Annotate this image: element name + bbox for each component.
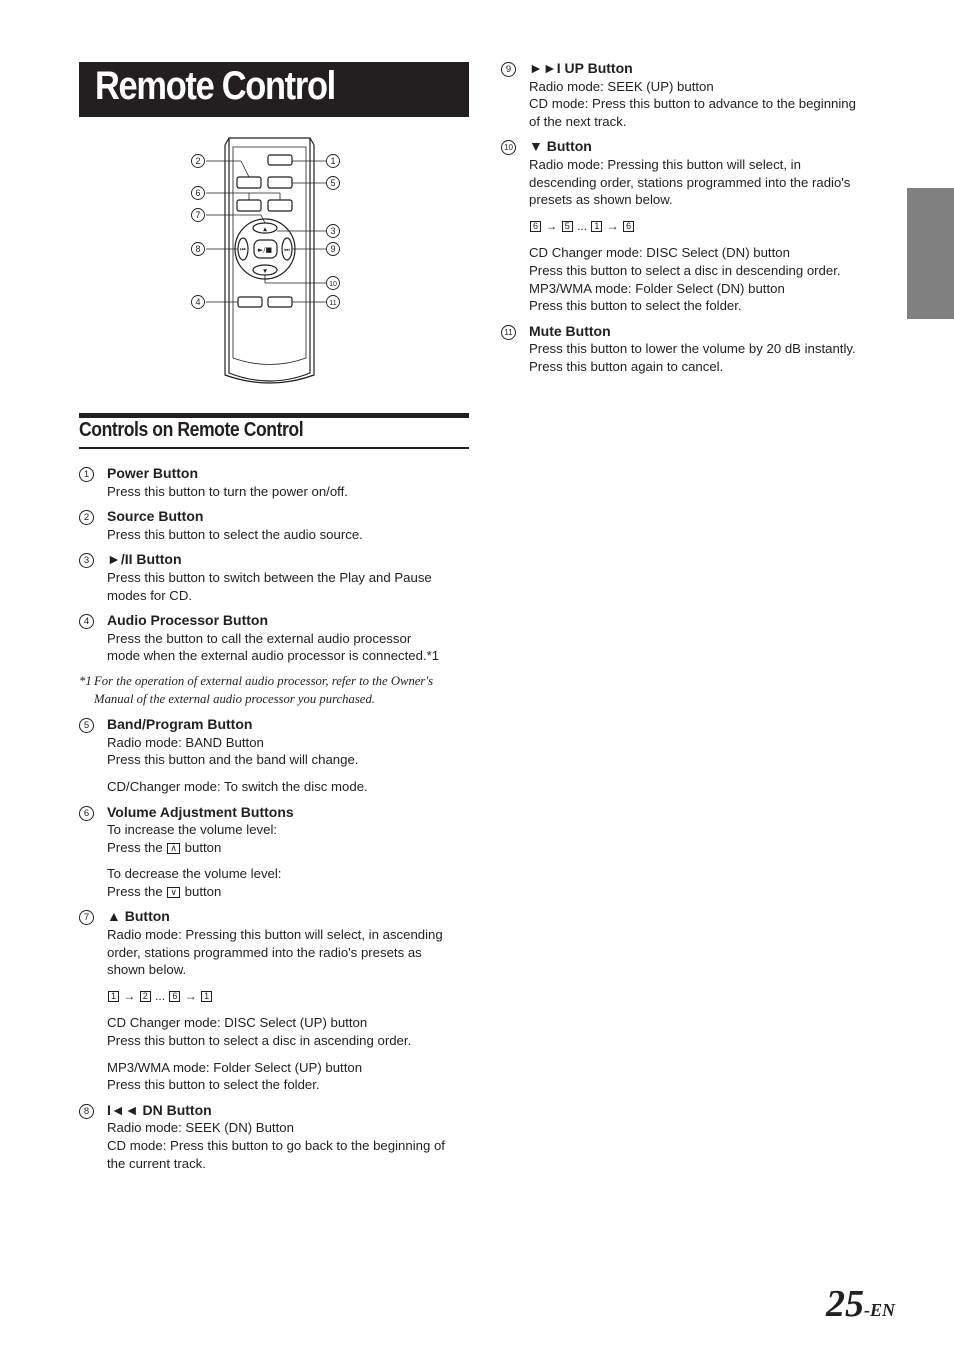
up-glyph: ▲ [263, 226, 267, 233]
footnote-text: Manual of the external audio processor you purchased. [94, 691, 375, 706]
remote-face [233, 147, 306, 365]
volume-up-key: ∧ [167, 843, 180, 854]
item-title: Mute Button [529, 322, 611, 339]
callout-9: 9 [330, 244, 336, 254]
item-title: I◄◄ DN Button [107, 1101, 212, 1118]
item-number: 11 [501, 325, 516, 340]
item-number: 5 [79, 718, 94, 733]
callout-11: 11 [329, 300, 337, 307]
callout-1: 1 [330, 156, 336, 166]
item-text: order, stations programmed into the radio's presets as [107, 944, 422, 960]
section-rule-bottom [79, 447, 469, 449]
section-title: Controls on Remote Control [79, 419, 304, 441]
item-number: 4 [79, 614, 94, 629]
item-title: Audio Processor Button [107, 612, 269, 629]
item-text: the current track. [107, 1155, 206, 1171]
item-dn [79, 1102, 474, 1172]
source-button [237, 177, 261, 188]
item-volume [79, 804, 474, 901]
power-button [268, 155, 292, 165]
callout-4: 4 [195, 297, 201, 307]
item-title: Volume Adjustment Buttons [107, 803, 294, 820]
item-text: Radio mode: BAND Button [107, 734, 264, 750]
item-text: Radio mode: SEEK (DN) Button [107, 1120, 294, 1136]
callout-3: 3 [330, 226, 336, 236]
item-text: Radio mode: Pressing this button will select, in ascending [107, 927, 443, 943]
item-play-pause [79, 551, 474, 604]
item-text: shown below. [107, 962, 187, 978]
mute-button [268, 297, 292, 307]
item-text: Radio mode: SEEK (UP) button [529, 78, 714, 94]
item-text: CD Changer mode: DISC Select (DN) button [529, 245, 790, 261]
item-title: Band/Program Button [107, 716, 253, 733]
item-text: CD mode: Press this button to go back to the beginning of [107, 1138, 445, 1153]
title-bar [79, 62, 469, 117]
item-text: MP3/WMA mode: Folder Select (DN) button [529, 280, 785, 296]
band-button [268, 177, 292, 188]
item-number: 8 [79, 1104, 94, 1119]
item-text: Press this button to turn the power on/off. [107, 483, 348, 499]
remote-side-outline [225, 138, 314, 383]
callout-5: 5 [330, 178, 336, 188]
side-tab [907, 188, 954, 319]
item-text: CD Changer mode: DISC Select (UP) button [107, 1015, 368, 1031]
callout-10: 10 [329, 281, 337, 288]
item-up [79, 908, 474, 1093]
item-down [501, 138, 886, 314]
item-number: 1 [79, 467, 94, 482]
footnote [79, 673, 474, 708]
item-text: CD/Changer mode: To switch the disc mode. [107, 778, 368, 794]
item-text: modes for CD. [107, 587, 193, 603]
item-text: of the next track. [529, 113, 627, 129]
item-number: 2 [79, 510, 94, 525]
item-title: ▼ Button [529, 138, 592, 155]
item-mute [501, 323, 886, 376]
item-text: Radio mode: Pressing this button will select, in [529, 156, 801, 172]
item-text: Press this button to select a disc in ascending order. [107, 1033, 412, 1049]
item-title: ▲ Button [107, 908, 170, 925]
item-source [79, 508, 474, 543]
item-text: To increase the volume level: [107, 822, 278, 838]
callout-7: 7 [195, 210, 201, 220]
item-text: Press this button to select the audio source. [107, 526, 363, 542]
item-text: Press the button to call the external audio processor [107, 630, 412, 646]
item-title: ►►I UP Button [529, 60, 633, 76]
item-band-program [79, 716, 474, 795]
item-title: Source Button [107, 508, 204, 525]
volume-up-button [268, 200, 292, 211]
section-rule-top [79, 413, 469, 418]
item-text: CD mode: Press this button to advance to the beginning [529, 96, 856, 112]
next-glyph: ⏭ [284, 246, 290, 254]
item-text: descending order, stations programmed into the radio's [529, 174, 851, 190]
item-text: Press this button to select a disc in descending order. [529, 262, 841, 278]
preset-sequence: 6 → 5 ... 1 → 6 [529, 218, 886, 236]
item-power [79, 465, 474, 500]
footnote-text: For the operation of external audio processor, refer to the Owner's [94, 673, 434, 688]
page-title: Remote Control [95, 64, 335, 108]
item-text: Press this button again to cancel. [529, 358, 724, 374]
item-number: 6 [79, 806, 94, 821]
item-text: Press this button to select the folder. [529, 298, 742, 314]
item-number: 9 [501, 62, 516, 77]
down-glyph: ▼ [263, 268, 267, 275]
item-text: Press this button to switch between the Play and Pause [107, 569, 432, 585]
callout-8: 8 [195, 244, 201, 254]
item-number: 3 [79, 553, 94, 568]
item-text: Press the ∧ button [107, 839, 222, 855]
item-title: ►/II Button [107, 551, 182, 568]
item-number: 10 [501, 140, 516, 155]
left-column [79, 465, 474, 1180]
audio-processor-button [238, 297, 262, 307]
item-text: Press this button and the band will change. [107, 752, 359, 768]
callout-6: 6 [195, 188, 201, 198]
page-number: 25-EN [826, 1283, 895, 1325]
item-title: Power Button [107, 465, 198, 481]
item-text: presets as shown below. [529, 192, 673, 208]
item-up-seek [501, 60, 886, 130]
item-number: 7 [79, 910, 94, 925]
right-column [501, 60, 886, 384]
callout-2: 2 [195, 156, 201, 166]
item-text: MP3/WMA mode: Folder Select (UP) button [107, 1059, 363, 1075]
item-text: Press this button to lower the volume by 20 dB instantly. [529, 341, 856, 357]
footnote-mark: *1 [79, 673, 92, 688]
item-text: Press the ∨ button [107, 883, 222, 899]
remote-diagram [185, 133, 355, 385]
item-text: mode when the external audio processor is connected.*1 [107, 648, 440, 664]
item-text: To decrease the volume level: [107, 866, 282, 882]
volume-down-button [237, 200, 261, 211]
item-text: Press this button to select the folder. [107, 1077, 320, 1093]
preset-sequence: 1 → 2 ... 6 → 1 [107, 988, 474, 1006]
item-audio-processor [79, 612, 474, 665]
volume-down-key: ∨ [167, 887, 180, 898]
prev-glyph: ⏮ [240, 246, 246, 254]
play-pause-glyph: ►/■ [257, 246, 273, 254]
